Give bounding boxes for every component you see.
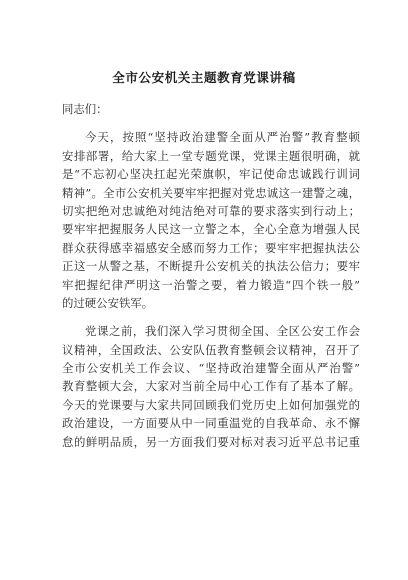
paragraph-line: 群众获得感幸福感安全感而努力工作；要牢牢把握执法公	[62, 240, 360, 255]
paragraph-line: 今天的党课要与大家共同回顾我们党历史上如何加强党的	[62, 397, 360, 412]
paragraph-line: 是“不忘初心坚决扛起光荣旗帜，牢记使命忠诚践行训词	[62, 167, 360, 182]
paragraph-gap	[62, 312, 360, 322]
paragraph-line: 精神”。全市公安机关要牢牢把握对党忠诚这一建警之魂，	[62, 185, 360, 200]
paragraph-gap	[62, 118, 360, 128]
document-body	[62, 100, 360, 451]
paragraph-line: 切实把绝对忠诚绝对纯洁绝对可靠的要求落实到行动上；	[62, 203, 360, 218]
paragraph-1	[62, 128, 360, 312]
paragraph-line: 的过硬公安铁军。	[62, 295, 154, 310]
paragraph-line: 要牢牢把握服务人民这一立警之本，全心全意为增强人民	[62, 222, 360, 237]
paragraph-line: 党课之前，我们深入学习贯彻全国、全区公安工作会	[85, 324, 360, 339]
paragraph-line: 安排部署，给大家上一堂专题党课，党课主题很明确，就	[62, 148, 360, 163]
greeting: 同志们：	[62, 102, 108, 116]
paragraph-line: 全市公安机关工作会议、“坚持政治建警全面从严治警”	[62, 361, 360, 376]
paragraph-2	[62, 322, 360, 451]
paragraph-line: 正这一从警之基，不断提升公安机关的执法公信力；要牢	[62, 259, 360, 274]
paragraph-line: 今天，按照“坚持政治建警全面从严治警”教育整顿	[85, 130, 360, 145]
paragraph-line: 怠的鲜明品质，另一方面我们要对标对表习近平总书记重	[62, 434, 360, 449]
paragraph-line: 教育整顿大会，大家对当前全局中心工作有了基本了解。	[62, 379, 360, 394]
document-title: 全市公安机关主题教育党课讲稿	[112, 70, 296, 85]
paragraph-line: 牢把握纪律严明这一治警之要，着力锻造“四个铁一般”	[62, 277, 360, 292]
paragraph-line: 议精神，全国政法、公安队伍教育整顿会议精神，召开了	[62, 342, 360, 357]
paragraph-line: 政治建设，一方面要从中一同重温党的自我革命、永不懈	[62, 416, 360, 431]
